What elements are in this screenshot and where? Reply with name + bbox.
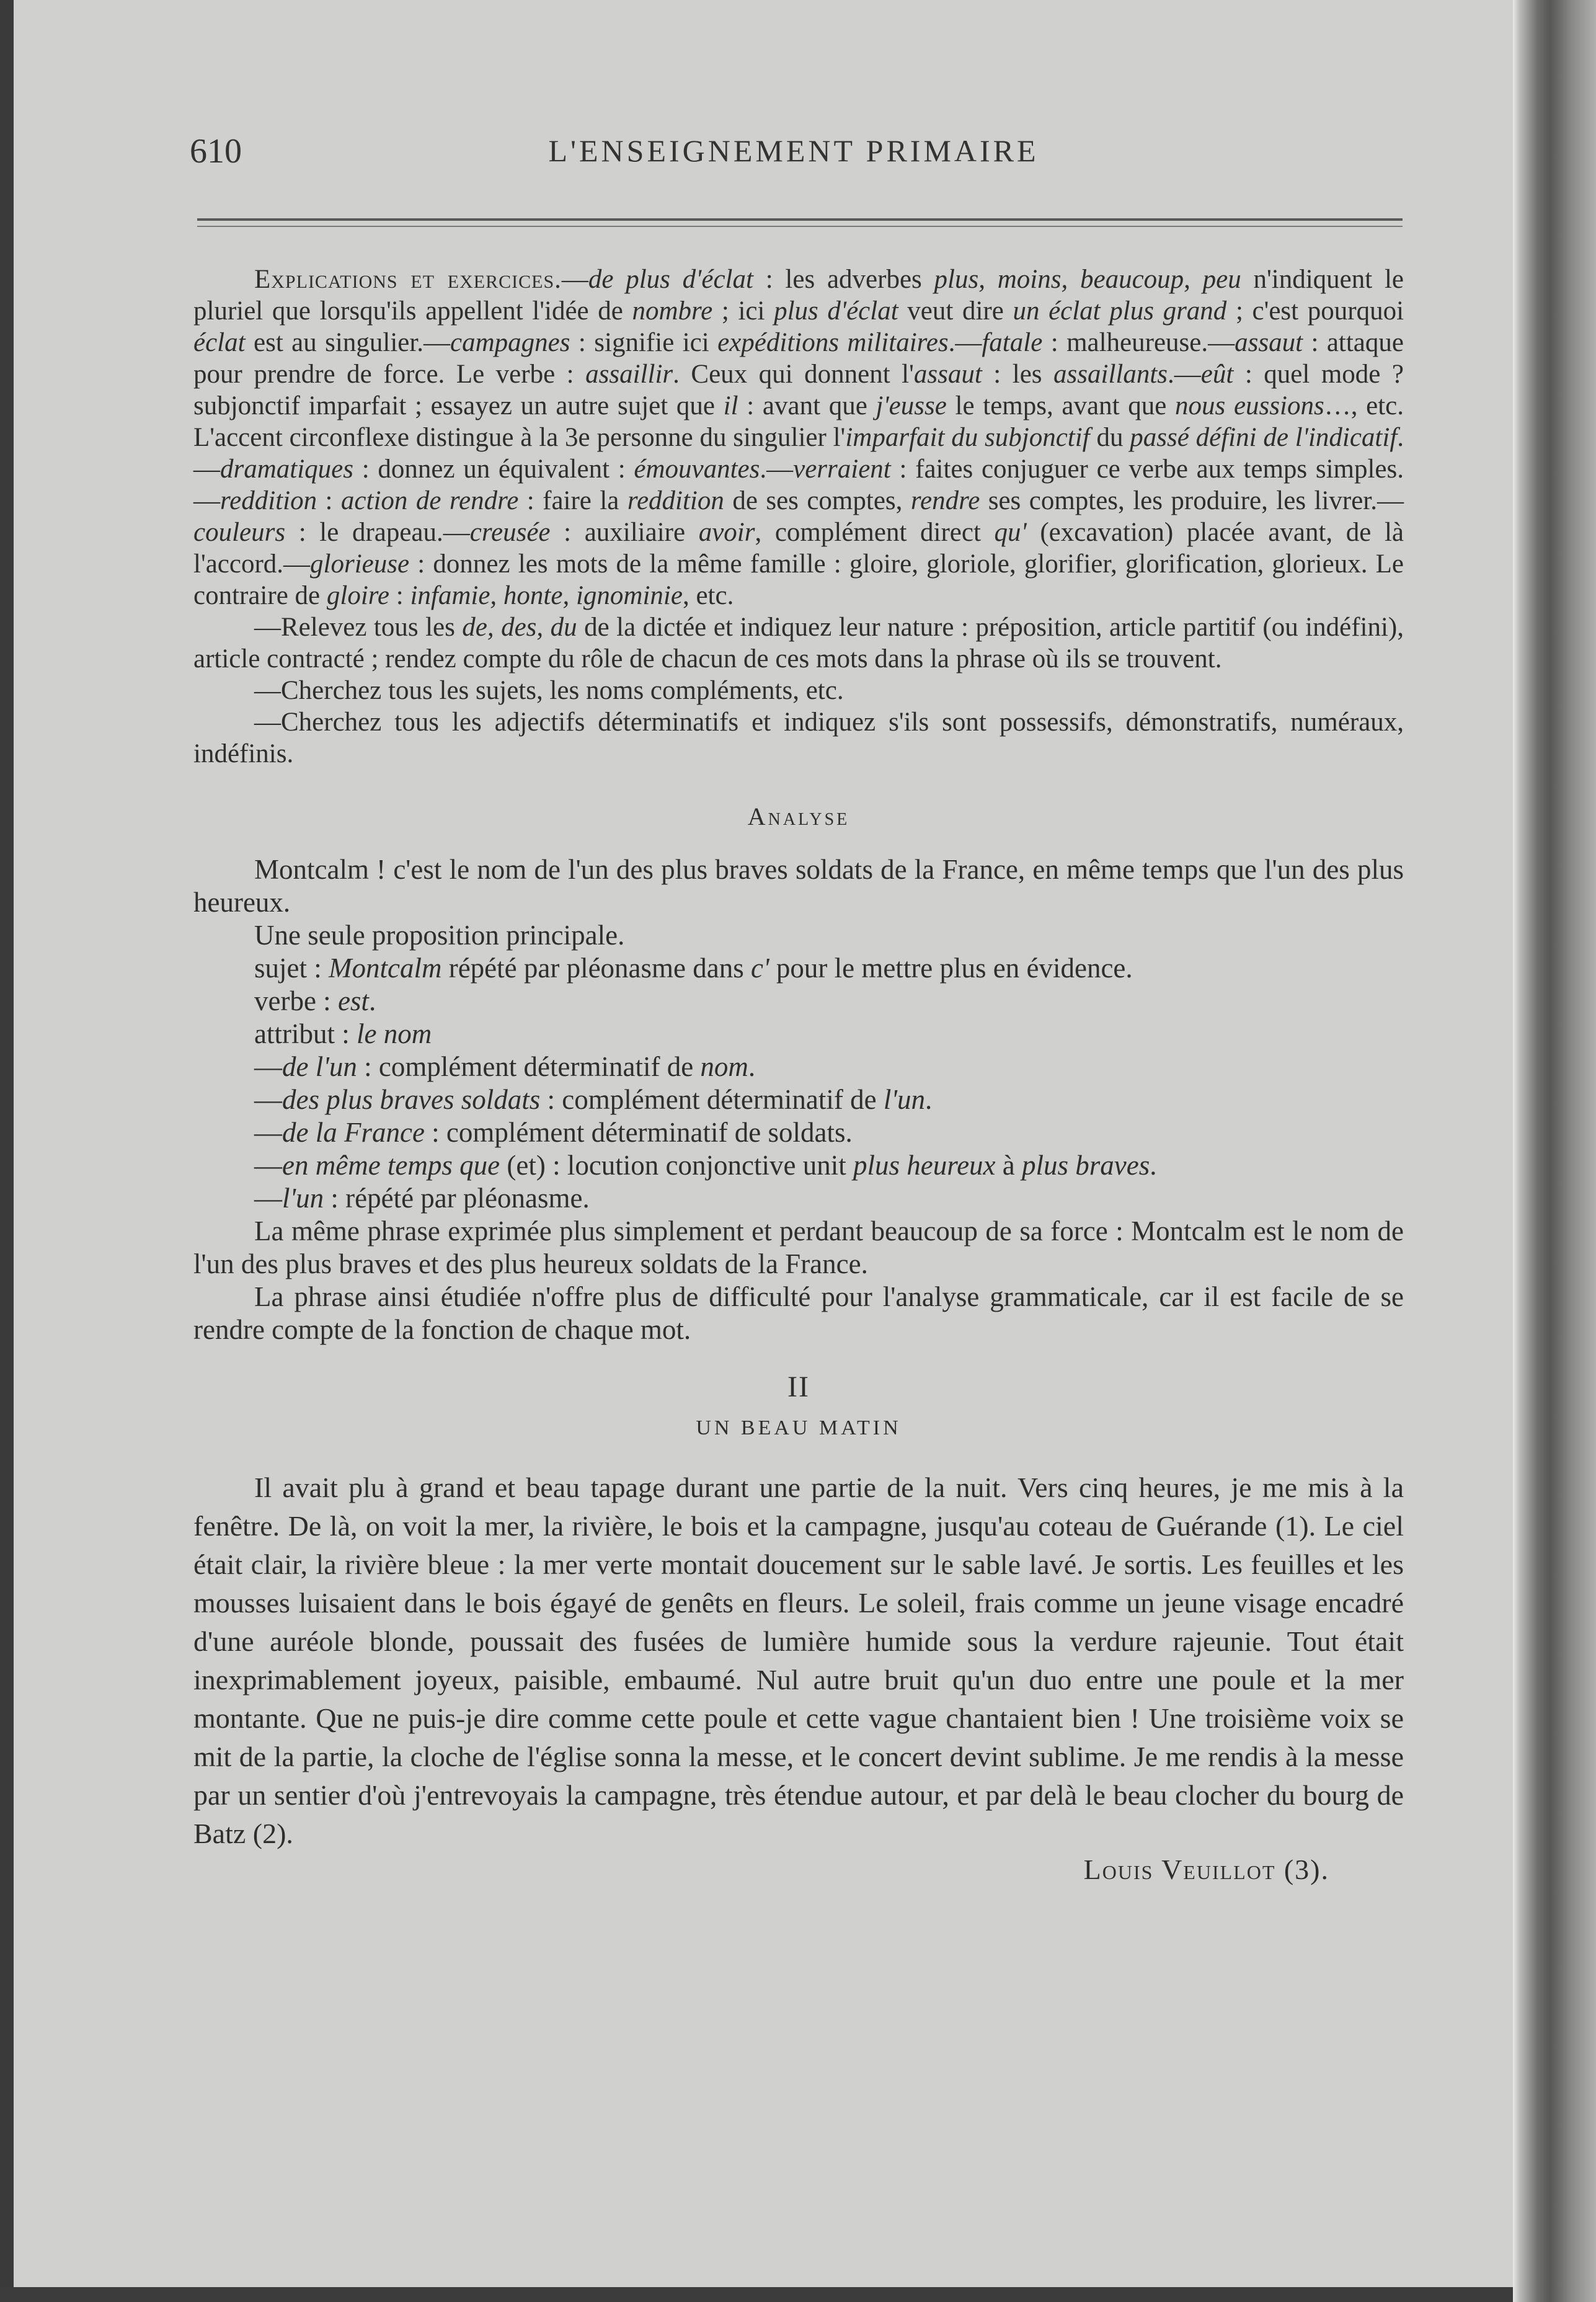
book-spine (1513, 0, 1596, 2302)
explications-section (193, 264, 1404, 770)
header-rule-thick (197, 218, 1403, 221)
header-rule-thin (197, 226, 1403, 227)
section-number: II (787, 1371, 810, 1403)
scan-left-edge (0, 0, 14, 2302)
running-title: L'ENSEIGNEMENT PRIMAIRE (548, 133, 1039, 168)
story-paragraph: Il avait plu à grand et beau tapage durant une partie de la nuit. Vers cinq heures, je me mis à la fenêtre. De là, on voit la mer, la rivière, le bois et la campagne, jusqu'au coteau de Guérande (1). Le ciel était clair, la rivière bleue : la mer verte montait doucement sur le sable lavé. Je sortis. Les feuilles et les mousses luisaient dans le bois égayé de genêts en fleurs. Le soleil, frais comme un jeune visage encadré d'une auréole blonde, poussait des fusées de lumière humide sous la verdure rajeunie. Tout était inexprimablement joyeux, paisible, embaumé. Nul autre bruit qu'un duo entre une poule et la mer montante. Que ne puis-je dire comme cette poule et cette vague chantaient bien ! Une troisième voix se mit de la partie, la cloche de l'église sonna la messe, et le concert devint sublime. Je me rendis à la messe par un sentier d'où j'entrevoyais la campagne, très étendue autour, et par delà le beau clocher du bourg de Batz (2). (193, 1472, 1404, 1849)
analyse-item: —l'un : répété par pléonasme. (254, 1183, 590, 1214)
exercise-paragraph-de-des-du: —Relevez tous les de, des, du de la dictée et indiquez leur nature : préposition, article partitif (ou indéfini), article contracté ; rendez compte du rôle de chacun de ces mots dans la phrase où ils se trouvent. (193, 613, 1404, 673)
page-number: 610 (190, 132, 242, 171)
exercise-paragraph-adjectifs: —Cherchez tous les adjectifs déterminatifs et indiquez s'ils sont possessifs, démonstratifs, numéraux, indéfinis. (193, 708, 1404, 768)
page-content (193, 264, 1404, 1886)
scan-bottom-edge (0, 2287, 1513, 2302)
analyse-item: —des plus braves soldats : complément déterminatif de l'un. (254, 1084, 933, 1115)
analyse-heading: Analyse (747, 802, 850, 830)
author-signature: Louis Veuillot (3). (1083, 1854, 1329, 1885)
analyse-sentence: Montcalm ! c'est le nom de l'un des plus braves soldats de la France, en même temps que l'un des plus heureux. (193, 854, 1404, 918)
page-header (186, 124, 1401, 180)
analyse-section (193, 853, 1404, 1346)
explications-paragraph: Explications et exercices.—de plus d'éclat : les adverbes plus, moins, beaucoup, peu n'indiquent le pluriel que lorsqu'ils appellent l'idée de nombre ; ici plus d'éclat veut dire un éclat plus grand ; c'est pourquoi éclat est au singulier.—campagnes : signifie ici expéditions militaires.—fatale : malheureuse.—assaut : attaque pour prendre de force. Le verbe : assaillir. Ceux qui donnent l'assaut : les assaillants.—eût : quel mode ? subjonctif imparfait ; essayez un autre sujet que il : avant que j'eusse le temps, avant que nous eussions…, etc. L'accent circonflexe distingue à la 3e personne du singulier l'imparfait du subjonctif du passé défini de l'indicatif.—dramatiques : donnez un équivalent : émouvantes.—verraient : faites conjuguer ce verbe aux temps simples.—reddition : action de rendre : faire la reddition de ses comptes, rendre ses comptes, les produire, les livrer.—couleurs : le drapeau.—creusée : auxiliaire avoir, complément direct qu' (excavation) placée avant, de là l'accord.—glorieuse : donnez les mots de la même famille : gloire, gloriole, glorifier, glorification, glorieux. Le contraire de gloire : infamie, honte, ignominie, etc. (193, 265, 1404, 610)
analyse-item: —de la France : complément déterminatif de soldats. (254, 1117, 853, 1148)
analyse-item: Une seule proposition principale. (254, 920, 625, 951)
analyse-paragraph: La même phrase exprimée plus simplement et perdant beaucoup de sa force : Montcalm est le nom de l'un des plus braves et des plus heureux soldats de la France. (193, 1215, 1404, 1279)
analyse-item: —de l'un : complément déterminatif de nom. (254, 1051, 756, 1082)
analyse-item: —en même temps que (et) : locution conjonctive unit plus heureux à plus braves. (254, 1150, 1157, 1181)
analyse-item: sujet : Montcalm répété par pléonasme dans c' pour le mettre plus en évidence. (254, 953, 1133, 984)
analyse-paragraph: La phrase ainsi étudiée n'offre plus de difficulté pour l'analyse grammaticale, car il est facile de se rendre compte de la fonction de chaque mot. (193, 1281, 1404, 1345)
analyse-item: attribut : le nom (254, 1018, 432, 1049)
section-title: UN BEAU MATIN (696, 1416, 902, 1439)
story-section (193, 1469, 1404, 1853)
analyse-item: verbe : est. (254, 985, 376, 1016)
analyse-items (193, 919, 1404, 1215)
exercise-paragraph-sujets: —Cherchez tous les sujets, les noms compléments, etc. (254, 676, 844, 705)
